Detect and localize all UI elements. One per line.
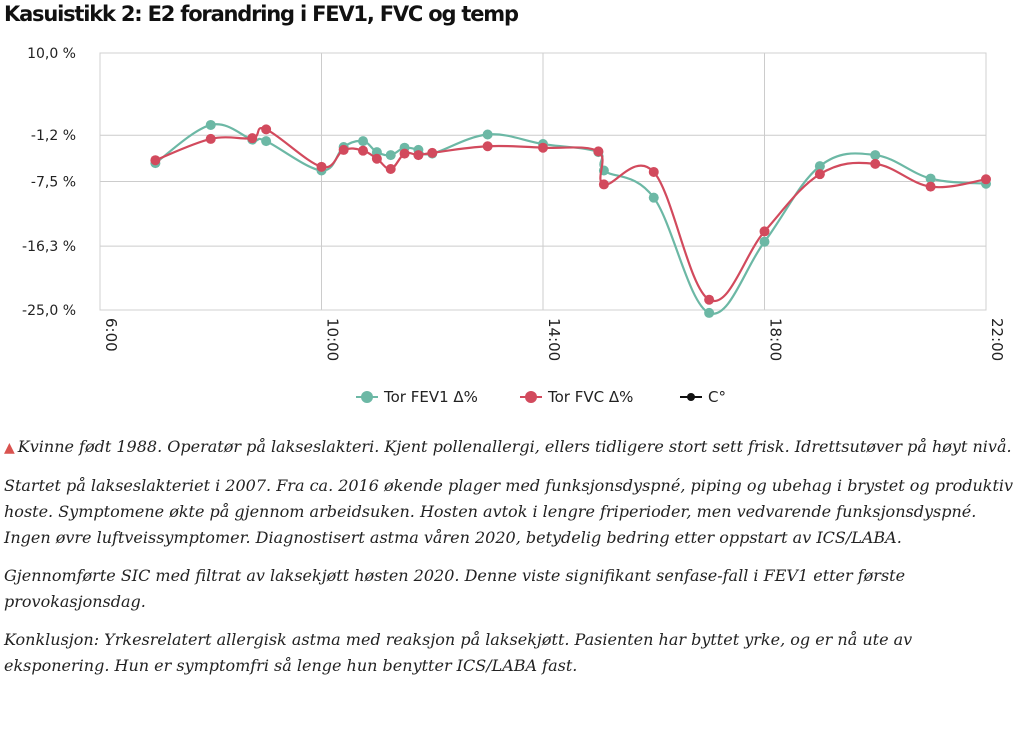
data-point-fvc <box>599 179 609 189</box>
data-point-fev1 <box>704 308 714 318</box>
data-point-fvc <box>413 150 423 160</box>
data-point-fev1 <box>649 193 659 203</box>
warning-triangle-icon: ▲ <box>4 440 15 456</box>
x-tick-label: 14:00 <box>545 318 563 362</box>
data-point-fvc <box>400 149 410 159</box>
note-paragraph-3: Gjennomførte SIC med filtrat av laksekjøtt høsten 2020. Denne viste signifikant senfase-fall i FEV1 etter første provokasjonsdag. <box>4 566 906 611</box>
data-point-fvc <box>358 146 368 156</box>
data-point-fvc <box>261 124 271 134</box>
y-tick-label: 10,0 % <box>27 46 76 62</box>
data-point-fev1 <box>760 237 770 247</box>
data-point-fvc <box>704 295 714 305</box>
legend-label-fvc: Tor FVC Δ% <box>548 388 634 406</box>
legend-item-fev1 <box>356 388 478 406</box>
data-point-fvc <box>870 159 880 169</box>
data-point-fev1 <box>206 120 216 130</box>
data-point-fvc <box>593 146 603 156</box>
data-point-fvc <box>247 133 257 143</box>
note-text-1: Kvinne født 1988. Operatør på lakseslakteri. Kjent pollenallergi, ellers tidligere stort sett frisk. Idrettsutøver på høyt nivå. <box>17 437 1012 456</box>
x-tick-label: 10:00 <box>323 318 342 362</box>
data-point-fev1 <box>483 130 493 140</box>
data-point-fvc <box>926 182 936 192</box>
legend-item-fvc <box>520 388 633 406</box>
data-point-fvc <box>760 226 770 236</box>
data-point-fvc <box>317 162 327 172</box>
note-paragraph-4: Konklusjon: Yrkesrelatert allergisk astma med reaksjon på laksekjøtt. Pasienten har byttet yrke, og er nå ute av eksponering. Hun er symptomfri så lenge hun benytter ICS/LABA fast. <box>4 630 913 675</box>
note-paragraph-2: Startet på lakseslakteriet i 2007. Fra ca. 2016 økende plager med funksjonsdyspné, piping og ubehag i brystet og produktiv hoste. Symptomene økte på gjennom arbeidsuken. Hosten avtok i lengre friperioder, men vedvarende funksjonsdyspné. Ingen øvre luftveissymptomer. Diagnostisert astma våren 2020, betydelig bedring etter oppstart av ICS/LABA. <box>4 476 1014 547</box>
x-tick-label: 6:00 <box>102 318 120 352</box>
data-point-fvc <box>339 145 349 155</box>
note-paragraph-1 <box>4 434 1014 461</box>
series-layer <box>150 120 991 318</box>
data-point-fvc <box>538 143 548 153</box>
legend-swatch-fvc <box>520 390 542 404</box>
data-point-fvc <box>206 134 216 144</box>
data-point-fvc <box>815 169 825 179</box>
y-tick-label: -7,5 % <box>30 174 76 191</box>
data-point-fev1 <box>870 150 880 160</box>
series-line-fev1 <box>155 124 986 313</box>
data-point-fvc <box>483 141 493 151</box>
y-tick-label: -1,2 % <box>30 128 76 145</box>
x-tick-label: 18:00 <box>766 318 785 362</box>
data-point-fev1 <box>358 136 368 146</box>
chart-title: Kasuistikk 2: E2 forandring i FEV1, FVC og temp <box>4 2 518 26</box>
data-point-fvc <box>427 148 437 158</box>
axis-layer <box>22 46 1006 361</box>
legend-swatch-temp <box>680 390 702 404</box>
data-point-fvc <box>649 167 659 177</box>
data-point-fvc <box>150 155 160 165</box>
grid-layer <box>100 53 986 310</box>
data-point-fvc <box>981 174 991 184</box>
x-tick-label: 22:00 <box>988 318 1006 362</box>
y-tick-label: -16,3 % <box>22 239 76 256</box>
case-notes <box>4 434 1014 691</box>
data-point-fvc <box>372 154 382 164</box>
chart-legend <box>0 388 1024 412</box>
legend-label-temp: C° <box>708 388 726 406</box>
y-tick-label: -25,0 % <box>22 303 76 319</box>
legend-swatch-fev1 <box>356 390 378 404</box>
legend-label-fev1: Tor FEV1 Δ% <box>384 388 478 406</box>
data-point-fvc <box>386 164 396 174</box>
data-point-fev1 <box>386 150 396 160</box>
data-point-fev1 <box>261 136 271 146</box>
legend-item-temp <box>680 388 726 406</box>
